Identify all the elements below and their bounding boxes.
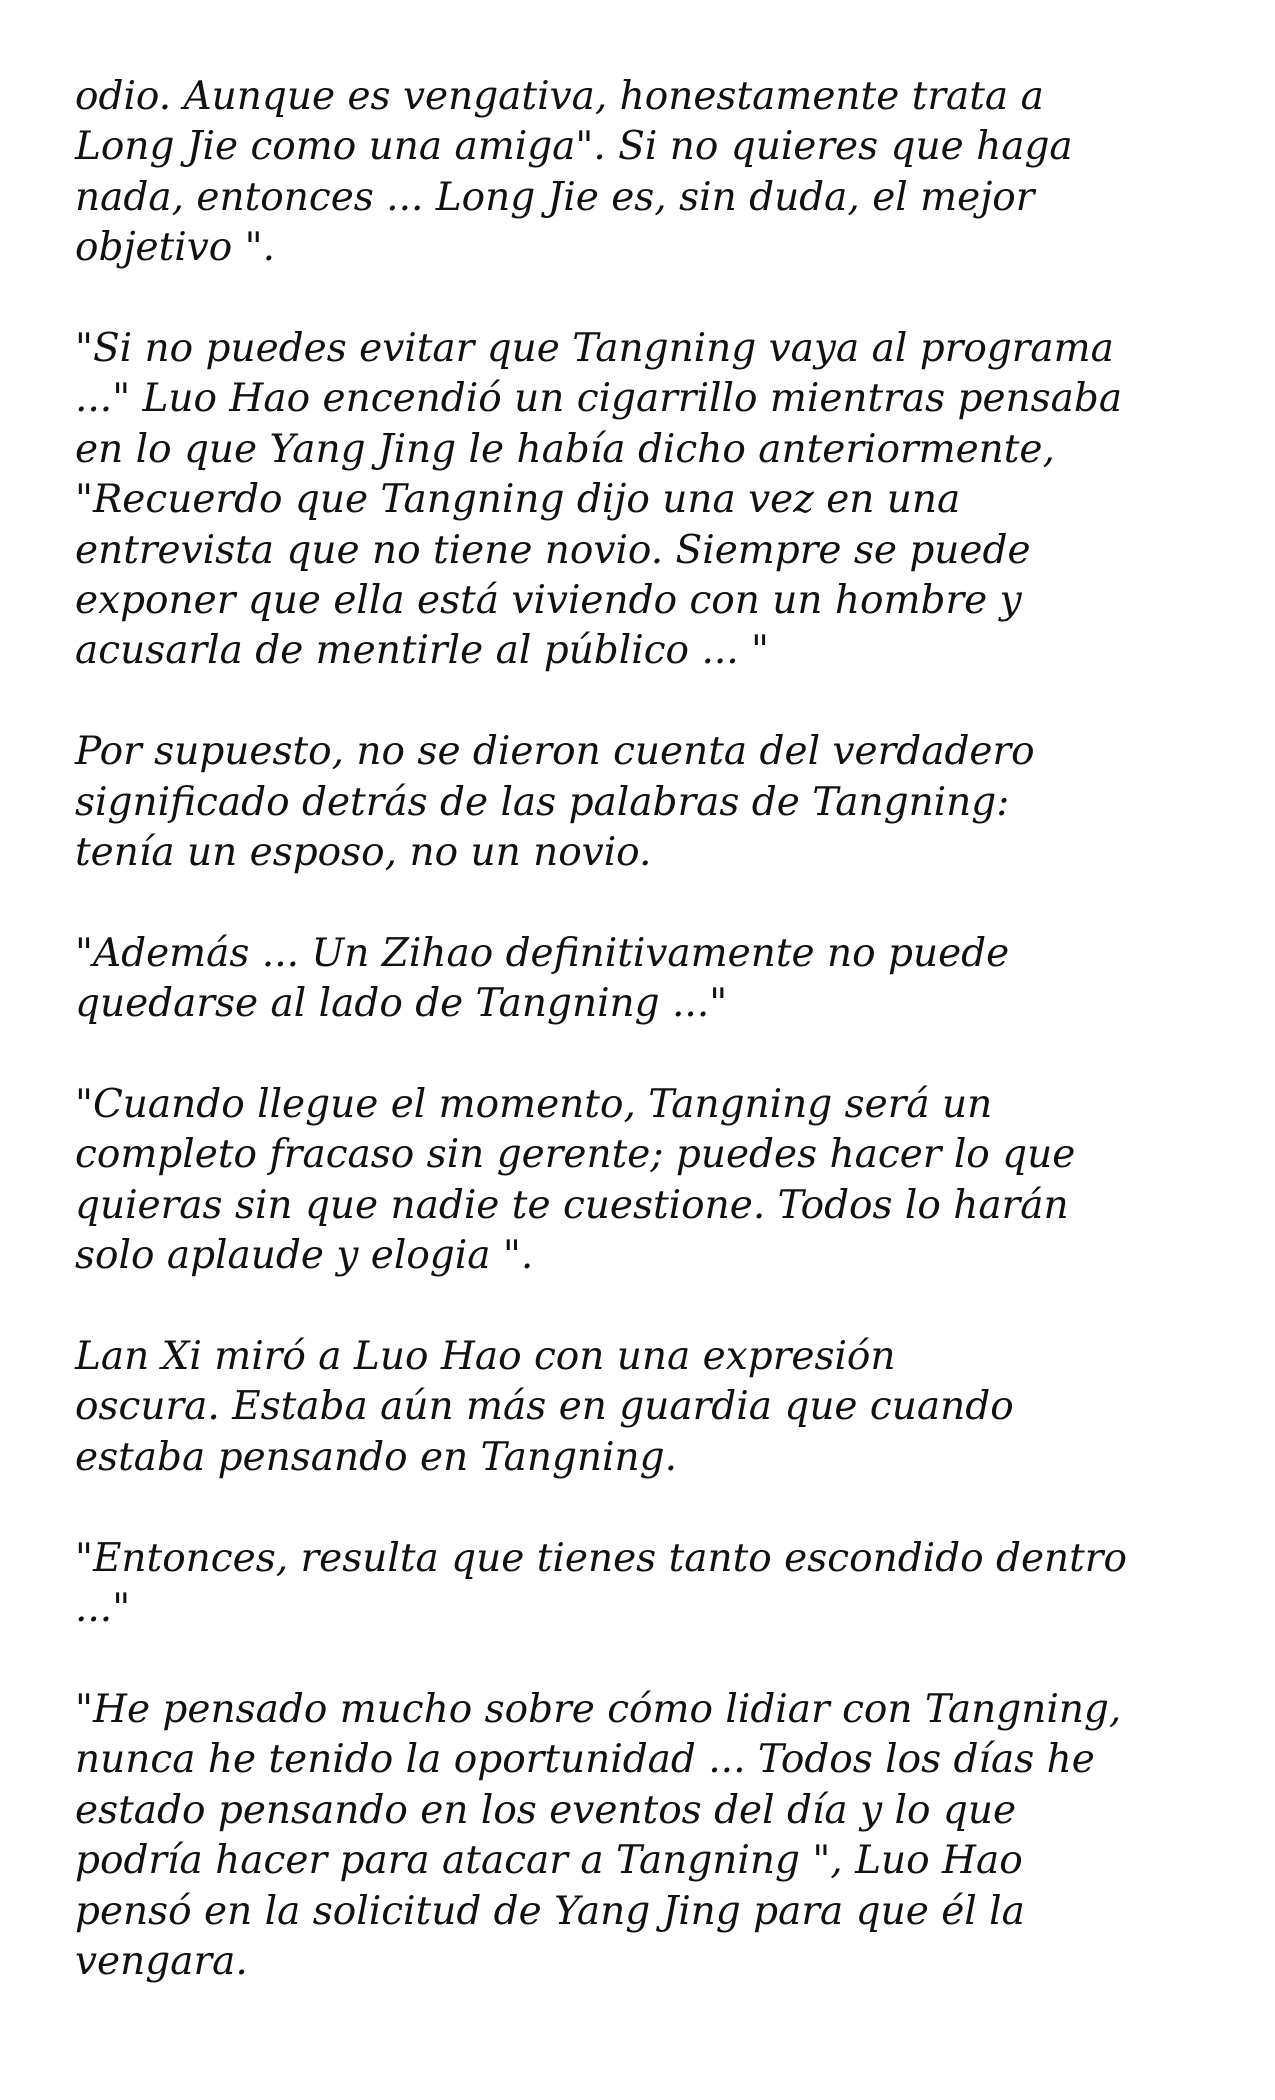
paragraph-3: Por supuesto, no se dieron cuenta del verdadero significado detrás de las palabras de Tangning: tenía un esposo, no un novio. [75, 729, 1035, 876]
paragraph-7: "Entonces, resulta que tienes tanto escondido dentro ..." [75, 1535, 1127, 1632]
paragraph-spacer [75, 1282, 1215, 1332]
paragraph-1: odio. Aunque es vengativa, honestamente trata a Long Jie como una amiga". Si no quieres que haga nada, entonces ... Long Jie es, sin duda, el mejor objetivo ". [75, 74, 1073, 271]
paragraph-6: Lan Xi miró a Luo Hao con una expresión oscura. Estaba aún más en guardia que cuando estaba pensando en Tangning. [75, 1334, 1014, 1480]
paragraph-5: "Cuando llegue el momento, Tangning será un completo fracaso sin gerente; puedes hacer lo que quieras sin que nadie te cuestione. Todos lo harán solo aplaude y elogia ". [75, 1082, 1076, 1279]
paragraph-spacer [75, 274, 1215, 324]
paragraph-4: "Además ... Un Zihao definitivamente no puede quedarse al lado de Tangning ..." [75, 930, 1010, 1027]
paragraph-spacer [75, 878, 1215, 928]
paragraph-2: "Si no puedes evitar que Tangning vaya al programa ..." Luo Hao encendió un cigarrillo mientras pensaba en lo que Yang Jing le había dicho anteriormente, "Recuerdo que Tangning dijo una vez en una entrevista que no tiene novio. Siempre se puede exponer que ella está viviendo con un hombre y acusarla de mentirle al público ... " [75, 326, 1123, 674]
paragraph-spacer [75, 677, 1215, 727]
paragraph-spacer [75, 1030, 1215, 1080]
paragraph-8: "He pensado mucho sobre cómo lidiar con Tangning, nunca he tenido la oportunidad ... Todos los días he estado pensando en los eventos del día y lo que podría hacer para atacar a Tangning ", Luo Hao pensó en la solicitud de Yang Jing para que él la vengara. [75, 1686, 1122, 1984]
paragraph-spacer [75, 1483, 1215, 1533]
paragraph-spacer [75, 1635, 1215, 1685]
document-body [75, 72, 1215, 1987]
